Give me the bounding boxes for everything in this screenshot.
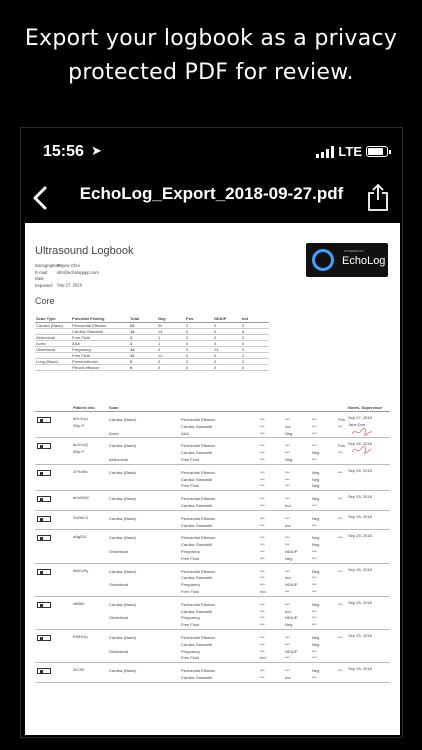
header-notes: Notes, Supervisor xyxy=(348,405,383,410)
core-cell: 0 xyxy=(213,334,241,340)
result-b: *** xyxy=(285,655,290,661)
patient-card-icon xyxy=(37,496,51,502)
result-b: *** xyxy=(285,641,290,647)
meta-row xyxy=(35,270,99,277)
core-cell: Pregnancy xyxy=(71,346,129,352)
result-d: Pos xyxy=(338,443,345,449)
patient-age: 39yr F xyxy=(73,423,85,428)
result-a: *** xyxy=(260,555,265,561)
result-d: Pos xyxy=(338,417,345,422)
potential-finding: Cardiac Standstill xyxy=(181,522,213,528)
promo-line-2: protected PDF for review. xyxy=(68,60,354,85)
scan-type: Cardiac (Basic) xyxy=(109,568,137,574)
core-cell: 1 xyxy=(129,340,157,346)
potential-finding: Pericardial Effusion xyxy=(181,496,216,502)
core-cell: 2 xyxy=(241,352,269,358)
patient-row[interactable] xyxy=(35,530,390,563)
result-b: *** xyxy=(285,668,290,674)
core-header-cell: NDIUP xyxy=(213,315,241,322)
core-cell: 1 xyxy=(157,334,185,340)
patient-row[interactable] xyxy=(35,564,390,597)
result-b: NDIUP xyxy=(285,615,298,621)
result-a: *** xyxy=(260,615,265,621)
potential-finding: Free Fluid xyxy=(181,483,200,489)
result-c: *** xyxy=(312,522,317,528)
result-b: *** xyxy=(285,568,290,574)
core-cell: Pericardial Effusion xyxy=(71,322,129,328)
core-header-cell: Potential Finding xyxy=(71,315,129,322)
result-d: *** xyxy=(338,601,343,607)
scan-type: Obstetrical xyxy=(109,615,129,621)
potential-finding: AAA xyxy=(181,430,190,436)
core-cell: 0 xyxy=(241,346,269,352)
core-cell: 12 xyxy=(157,352,185,358)
echolog-logo xyxy=(306,243,388,277)
result-c: *** xyxy=(312,622,317,628)
patient-row[interactable] xyxy=(35,511,390,531)
potential-finding: Cardiac Standstill xyxy=(181,542,213,548)
core-cell: 14 xyxy=(213,346,241,352)
potential-finding: Pericardial Effusion xyxy=(181,568,216,574)
core-cell: 0 xyxy=(241,322,269,328)
header-patient-info: Patient Info xyxy=(73,405,95,410)
result-c: *** xyxy=(312,575,317,581)
core-cell: 12 xyxy=(129,352,157,358)
potential-finding: Pericardial Effusion xyxy=(181,417,216,422)
result-c: *** xyxy=(312,430,317,436)
result-d: *** xyxy=(338,450,343,456)
scan-type: Obstetrical xyxy=(109,548,129,554)
core-cell: 0 xyxy=(241,365,269,371)
core-header-cell: Pos xyxy=(185,315,213,322)
scan-type: Cardiac (Basic) xyxy=(109,443,137,449)
result-a: *** xyxy=(260,469,265,475)
patient-row[interactable] xyxy=(35,597,390,630)
result-b: Ind xyxy=(285,674,291,680)
result-a: *** xyxy=(260,548,265,554)
patient-id: 2fC3D xyxy=(73,667,85,673)
share-icon[interactable] xyxy=(366,180,390,214)
result-a: *** xyxy=(260,443,265,449)
result-c: *** xyxy=(312,502,317,508)
meta-row xyxy=(35,276,99,289)
meta-value: Wayne Choi xyxy=(57,263,80,268)
result-a: *** xyxy=(260,568,265,574)
potential-finding: Pregnancy xyxy=(181,548,201,554)
result-c: *** xyxy=(312,582,317,588)
scan-date: Sep 25, 2018 xyxy=(348,533,372,539)
core-cell: 14 xyxy=(129,328,157,334)
core-cell: 0 xyxy=(213,340,241,346)
result-a: *** xyxy=(260,648,265,654)
core-cell: 0 xyxy=(185,328,213,334)
result-a: *** xyxy=(260,502,265,508)
core-cell: 1 xyxy=(157,340,185,346)
core-header-cell: Total xyxy=(129,315,157,322)
potential-finding: Cardiac Standstill xyxy=(181,502,213,508)
potential-finding: Cardiac Standstill xyxy=(181,674,213,680)
result-b: *** xyxy=(285,469,290,475)
core-cell: Aorta xyxy=(35,340,71,346)
core-cell: 0 xyxy=(241,340,269,346)
result-a: *** xyxy=(260,423,265,429)
result-a: *** xyxy=(260,417,265,422)
patient-card-icon xyxy=(37,535,51,541)
patient-id: aKhM6l2 xyxy=(73,495,89,501)
core-cell: 0 xyxy=(213,322,241,328)
scan-date: Sep 25, 2018 xyxy=(348,513,372,519)
scan-date: Sep 25, 2018 xyxy=(348,632,372,638)
result-b: NDIUP xyxy=(285,648,298,654)
patient-row[interactable] xyxy=(35,438,390,464)
scan-date: Sep 25, 2018 xyxy=(348,494,372,500)
potential-finding: Pericardial Effusion xyxy=(181,469,216,475)
result-d: *** xyxy=(338,423,343,429)
patient-id: duXVuQ xyxy=(73,442,88,448)
potential-finding: Free Fluid xyxy=(181,456,200,462)
scan-date: Sep 25, 2018 xyxy=(348,566,372,572)
patient-row[interactable] xyxy=(35,663,390,683)
battery-icon xyxy=(366,146,388,157)
result-a: *** xyxy=(260,601,265,607)
core-cell: 14 xyxy=(157,328,185,334)
core-cell: 0 xyxy=(213,328,241,334)
core-cell: Cardiac Standstill xyxy=(71,328,129,334)
result-b: *** xyxy=(285,483,290,489)
core-cell: Pneumothorax xyxy=(71,359,129,365)
result-c: Neg xyxy=(312,634,320,640)
result-a: *** xyxy=(260,575,265,581)
result-d: *** xyxy=(338,535,343,541)
result-d: *** xyxy=(338,469,343,475)
result-c: Neg xyxy=(312,542,320,548)
potential-finding: Pericardial Effusion xyxy=(181,443,216,449)
scan-type: Cardiac (Basic) xyxy=(109,668,137,674)
core-cell: 1 xyxy=(129,334,157,340)
result-a: *** xyxy=(260,608,265,614)
patient-card-icon xyxy=(37,602,51,608)
result-b: *** xyxy=(285,476,290,482)
patient-id: hDrGruJ xyxy=(73,416,89,421)
result-c: Neg xyxy=(312,476,320,482)
back-chevron-icon[interactable] xyxy=(27,180,55,216)
result-b: *** xyxy=(285,588,290,594)
result-a: *** xyxy=(260,668,265,674)
result-c: *** xyxy=(312,674,317,680)
result-c: Neg xyxy=(312,668,320,674)
core-cell: 0 xyxy=(185,340,213,346)
core-cell: Pleural effusion xyxy=(71,365,129,371)
signal-bars-icon xyxy=(316,146,334,158)
patient-row[interactable] xyxy=(35,465,390,491)
result-a: Ind xyxy=(260,655,266,661)
result-d: *** xyxy=(338,496,343,502)
scan-type: Abdominal xyxy=(109,456,128,462)
result-b: Ind xyxy=(285,423,291,429)
result-c: *** xyxy=(312,655,317,661)
core-cell: 0 xyxy=(185,365,213,371)
core-cell: 0 xyxy=(241,334,269,340)
scan-date: Sep 27, 2018 xyxy=(348,415,372,420)
core-row xyxy=(35,365,269,371)
meta-key: Date Exported: xyxy=(35,276,53,288)
potential-finding: Pregnancy xyxy=(181,615,201,621)
patient-id: OvRbU1 xyxy=(73,514,89,520)
patient-row[interactable] xyxy=(35,412,390,438)
potential-finding: Free Fluid xyxy=(181,622,200,628)
result-a: *** xyxy=(260,515,265,521)
result-b: *** xyxy=(285,450,290,456)
result-d: *** xyxy=(338,568,343,574)
result-b: NDIUP xyxy=(285,582,298,588)
patient-id: 3YSxBd xyxy=(73,468,88,474)
pdf-page[interactable] xyxy=(25,223,400,735)
nav-bar xyxy=(21,176,402,220)
result-b: *** xyxy=(285,535,290,541)
meta-row xyxy=(35,263,99,270)
result-b: *** xyxy=(285,601,290,607)
patient-card-icon xyxy=(37,668,51,674)
potential-finding: Free Fluid xyxy=(181,555,200,561)
potential-finding: Pregnancy xyxy=(181,582,201,588)
result-a: *** xyxy=(260,522,265,528)
scan-type: Obstetrical xyxy=(109,582,129,588)
result-a: *** xyxy=(260,674,265,680)
result-b: *** xyxy=(285,417,290,422)
result-c: *** xyxy=(312,548,317,554)
patient-id: aAgD2f xyxy=(73,534,87,540)
patient-id: EMHrJq xyxy=(73,633,88,639)
scan-date: Sep 25, 2018 xyxy=(348,467,372,473)
result-c: *** xyxy=(312,417,317,422)
logbook-title: Ultrasound Logbook xyxy=(35,245,134,257)
result-c: Neg xyxy=(312,568,320,574)
patient-id: zttBbE xyxy=(73,600,85,606)
result-b: Ind xyxy=(285,522,291,528)
core-cell: 0 xyxy=(157,359,185,365)
logo-powered-by: POWERED BY xyxy=(344,249,365,253)
patient-rows xyxy=(35,412,390,683)
scan-type: Cardiac (Basic) xyxy=(109,469,137,475)
header-scan: Scan xyxy=(109,405,119,410)
core-title: Core xyxy=(35,296,55,306)
scan-type: Cardiac (Basic) xyxy=(109,601,137,607)
patient-row[interactable] xyxy=(35,491,390,511)
promo-line-1: Export your logbook as a privacy xyxy=(24,26,398,51)
patient-log-table xyxy=(35,404,390,683)
core-cell: 2 xyxy=(185,322,213,328)
potential-finding: Pericardial Effusion xyxy=(181,601,216,607)
patient-row[interactable] xyxy=(35,630,390,663)
supervisor-signature xyxy=(351,446,373,454)
result-a: *** xyxy=(260,634,265,640)
core-cell: 0 xyxy=(157,365,185,371)
scan-type: Cardiac (Basic) xyxy=(109,496,137,502)
scan-type: Obstetrical xyxy=(109,648,129,654)
result-b: Neg xyxy=(285,456,293,462)
patient-card-icon xyxy=(37,516,51,522)
result-a: *** xyxy=(260,622,265,628)
core-cell: 0 xyxy=(185,359,213,365)
result-b: Neg xyxy=(285,430,293,436)
result-c: Neg xyxy=(312,641,320,647)
core-cell: 22 xyxy=(129,322,157,328)
result-b: *** xyxy=(285,443,290,449)
result-c: Neg xyxy=(312,483,320,489)
result-a: *** xyxy=(260,535,265,541)
result-d: *** xyxy=(338,668,343,674)
potential-finding: Pregnancy xyxy=(181,648,201,654)
result-a: *** xyxy=(260,496,265,502)
result-c: *** xyxy=(312,608,317,614)
core-cell: 0 xyxy=(129,359,157,365)
scan-type: Cardiac (Basic) xyxy=(109,535,137,541)
potential-finding: Free Fluid xyxy=(181,655,200,661)
potential-finding: Cardiac Standstill xyxy=(181,476,213,482)
scan-type: Cardiac (Basic) xyxy=(109,634,137,640)
core-cell: Lung (Basic) xyxy=(35,359,71,365)
result-b: *** xyxy=(285,496,290,502)
result-b: *** xyxy=(285,515,290,521)
status-time: 15:56 xyxy=(43,143,84,160)
result-c: *** xyxy=(312,456,317,462)
result-a: *** xyxy=(260,483,265,489)
core-cell: AAA xyxy=(71,340,129,346)
potential-finding: Cardiac Standstill xyxy=(181,575,213,581)
core-cell: Cardiac (Basic) xyxy=(35,322,71,328)
patient-card-icon xyxy=(37,417,51,423)
potential-finding: Cardiac Standstill xyxy=(181,450,213,456)
core-cell: Free Fluid xyxy=(71,352,129,358)
core-cell: Abdominal xyxy=(35,334,71,340)
core-cell: 14 xyxy=(129,346,157,352)
result-c: *** xyxy=(312,423,317,429)
scan-type: Aorta xyxy=(109,430,119,436)
result-c: *** xyxy=(312,588,317,594)
result-a: *** xyxy=(260,641,265,647)
core-cell: 0 xyxy=(157,346,185,352)
core-cell: 8 xyxy=(241,328,269,334)
core-cell: 0 xyxy=(213,359,241,365)
core-cell: 0 xyxy=(213,352,241,358)
result-c: *** xyxy=(312,555,317,561)
potential-finding: Pericardial Effusion xyxy=(181,634,216,640)
core-cell: Obstetrical xyxy=(35,346,71,352)
core-header-cell: Ind xyxy=(241,315,269,322)
potential-finding: Pericardial Effusion xyxy=(181,515,216,521)
result-a: *** xyxy=(260,430,265,436)
patient-card-icon xyxy=(37,470,51,476)
potential-finding: Cardiac Standstill xyxy=(181,641,213,647)
core-cell: 0 xyxy=(185,346,213,352)
scan-date: Sep 25, 2018 xyxy=(348,666,372,672)
document-title: EchoLog_Export_2018-09-27.pdf xyxy=(79,184,344,203)
core-cell xyxy=(35,365,71,371)
result-c: Neg xyxy=(312,469,320,475)
promo-caption xyxy=(0,22,422,90)
meta-key: E-mail: xyxy=(35,269,49,275)
scan-type: Cardiac (Basic) xyxy=(109,417,137,422)
core-cell: 20 xyxy=(157,322,185,328)
potential-finding: Cardiac Standstill xyxy=(181,423,213,429)
result-c: Neg xyxy=(312,496,320,502)
core-header-row xyxy=(35,315,269,322)
patient-table-header xyxy=(35,404,390,412)
result-c: Neg xyxy=(312,535,320,541)
result-a: Ind xyxy=(260,588,266,594)
patient-card-icon xyxy=(37,569,51,575)
potential-finding: Cardiac Standstill xyxy=(181,608,213,614)
patient-age: 68yr F xyxy=(73,449,85,455)
meta-key: Sonographer: xyxy=(35,263,61,268)
meta-value: Sep 27, 2018 xyxy=(57,282,82,288)
echolog-ring-icon xyxy=(312,249,334,271)
export-meta xyxy=(35,263,99,289)
result-d: *** xyxy=(338,515,343,521)
patient-id: MaCvRy xyxy=(73,567,89,573)
scan-type: Cardiac (Basic) xyxy=(109,515,137,521)
core-cell: 0 xyxy=(185,352,213,358)
network-type: LTE xyxy=(338,144,362,159)
location-arrow-icon: ➤ xyxy=(91,143,102,158)
patient-card-icon xyxy=(37,443,51,449)
result-b: Ind xyxy=(285,575,291,581)
core-cell: 0 xyxy=(185,334,213,340)
result-c: Neg xyxy=(312,515,320,521)
result-b: *** xyxy=(285,542,290,548)
result-c: *** xyxy=(312,443,317,449)
result-a: *** xyxy=(260,476,265,482)
result-c: *** xyxy=(312,615,317,621)
scan-date: Sep 26, 2018 xyxy=(348,441,372,447)
core-cell: 0 xyxy=(241,359,269,365)
result-a: *** xyxy=(260,542,265,548)
result-b: Neg xyxy=(285,555,293,561)
result-b: NDIUP xyxy=(285,548,298,554)
result-a: *** xyxy=(260,582,265,588)
core-cell: Free Fluid xyxy=(71,334,129,340)
result-c: Neg xyxy=(312,450,320,456)
result-c: *** xyxy=(312,648,317,654)
result-d: *** xyxy=(338,634,343,640)
meta-value: info@echologapp.com xyxy=(57,269,99,275)
core-summary-table xyxy=(35,315,269,371)
result-b: *** xyxy=(285,634,290,640)
core-header-cell: Scan Type xyxy=(35,315,71,322)
potential-finding: Free Fluid xyxy=(181,588,200,594)
result-c: Neg xyxy=(312,601,320,607)
potential-finding: Pericardial Effusion xyxy=(181,668,216,674)
status-bar xyxy=(21,128,402,176)
core-header-cell: Neg xyxy=(157,315,185,322)
supervisor-name: Jane Doe xyxy=(348,422,366,427)
result-b: Ind xyxy=(285,608,291,614)
core-cell: 0 xyxy=(213,365,241,371)
result-a: *** xyxy=(260,450,265,456)
result-a: *** xyxy=(260,456,265,462)
scan-date: Sep 25, 2018 xyxy=(348,599,372,605)
result-b: Neg xyxy=(285,622,293,628)
core-cell: 0 xyxy=(129,365,157,371)
logo-name: EchoLog xyxy=(342,255,386,267)
result-b: Ind xyxy=(285,502,291,508)
supervisor-signature xyxy=(351,428,373,436)
phone-screen xyxy=(20,127,403,738)
potential-finding: Pericardial Effusion xyxy=(181,535,216,541)
patient-card-icon xyxy=(37,635,51,641)
